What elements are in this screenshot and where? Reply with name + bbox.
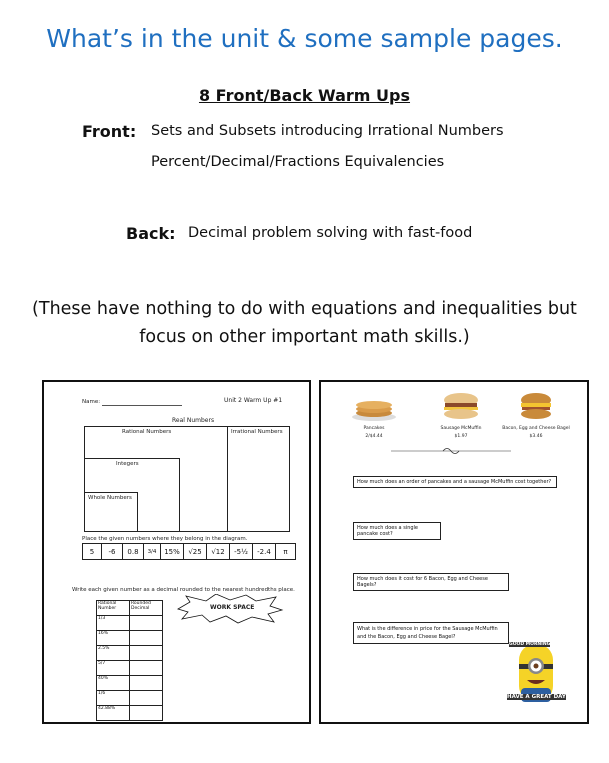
food-name: Bacon, Egg and Cheese Bagel bbox=[502, 426, 570, 431]
table-cell: 42.88% bbox=[97, 706, 130, 721]
number-cell: π bbox=[283, 547, 288, 556]
back-description: Decimal problem solving with fast-food bbox=[188, 225, 473, 241]
number-cell: -5½ bbox=[230, 544, 253, 559]
food-name: Pancakes bbox=[363, 426, 385, 431]
question-box: How much does it cost for 6 Bacon, Egg and Cheese Bagels? bbox=[353, 573, 509, 591]
table-cell: 40% bbox=[97, 676, 130, 691]
work-space-label: WORK SPACE bbox=[210, 604, 255, 611]
answer-cell bbox=[130, 676, 163, 691]
table-cell: 1/3 bbox=[97, 616, 130, 631]
write-instructions: Write each given number as a decimal rounded to the nearest hundredths place. bbox=[72, 587, 295, 593]
page-title: What’s in the unit & some sample pages. bbox=[46, 24, 563, 53]
number-cell: -2.4 bbox=[253, 544, 276, 559]
answer-cell bbox=[130, 616, 163, 631]
front-description-2: Percent/Decimal/Fractions Equivalencies bbox=[151, 154, 445, 170]
table-cell: 16% bbox=[97, 631, 130, 646]
minion-caption-bottom: HAVE A GREAT DAY bbox=[507, 694, 566, 700]
number-cell: 5 bbox=[83, 544, 102, 559]
table-header-row bbox=[97, 601, 163, 616]
number-cell: -6 bbox=[102, 544, 123, 559]
front-label: Front: bbox=[82, 122, 137, 141]
number-cell: 3/4 bbox=[144, 544, 161, 559]
bagel-image bbox=[518, 390, 554, 422]
number-cell: 0.8 bbox=[123, 544, 144, 559]
mcmuffin-image bbox=[441, 390, 481, 422]
name-line bbox=[102, 405, 182, 406]
table-row bbox=[97, 631, 163, 646]
food-price: 2/$4.44 bbox=[365, 434, 383, 439]
table-cell: 2.5% bbox=[97, 646, 130, 661]
front-description-1: Sets and Subsets introducing Irrational Numbers bbox=[151, 123, 504, 139]
number-cell: √25 bbox=[184, 544, 207, 559]
question-box: How much does an order of pancakes and a sausage McMuffin cost together? bbox=[353, 476, 557, 488]
number-cell: √12 bbox=[207, 544, 230, 559]
ornament-divider bbox=[391, 446, 511, 456]
real-numbers-label: Real Numbers bbox=[172, 417, 215, 424]
answer-cell bbox=[130, 631, 163, 646]
food-item-pancakes bbox=[349, 396, 399, 439]
food-item-mcmuffin bbox=[431, 390, 491, 439]
integers-label: Integers bbox=[116, 461, 139, 467]
answer-cell bbox=[130, 706, 163, 721]
table-row bbox=[97, 706, 163, 721]
whole-label: Whole Numbers bbox=[88, 495, 132, 501]
column-header: Rounded Decimal bbox=[130, 601, 163, 616]
food-name: Sausage McMuffin bbox=[440, 426, 482, 431]
unit-title: Unit 2 Warm Up #1 bbox=[224, 397, 283, 404]
section-heading: 8 Front/Back Warm Ups bbox=[198, 86, 411, 105]
worksheet-back-preview bbox=[319, 380, 589, 724]
minion-caption-top: GOOD MORNING bbox=[509, 642, 551, 647]
number-cell: 15% bbox=[161, 544, 184, 559]
answer-cell bbox=[130, 646, 163, 661]
answer-cell bbox=[130, 691, 163, 706]
answer-cell bbox=[130, 661, 163, 676]
food-price: $1.97 bbox=[454, 434, 468, 439]
rational-label: Rational Numbers bbox=[122, 429, 172, 435]
irrational-label: Irrational Numbers bbox=[231, 429, 283, 435]
table-row bbox=[97, 616, 163, 631]
table-row bbox=[97, 646, 163, 661]
food-item-bagel bbox=[497, 390, 575, 439]
question-box: What is the difference in price for the Sausage McMuffin and the Bacon, Egg and Cheese Bagel? bbox=[353, 622, 509, 644]
question-box: How much does a single pancake cost? bbox=[353, 522, 441, 540]
conversion-table bbox=[96, 600, 163, 721]
number-strip bbox=[82, 543, 296, 560]
table-cell: 5/7 bbox=[97, 661, 130, 676]
food-price: $3.46 bbox=[529, 434, 543, 439]
column-header: Rational Number bbox=[97, 601, 130, 616]
back-label: Back: bbox=[126, 224, 176, 243]
table-row bbox=[97, 661, 163, 676]
table-cell: 1/6 bbox=[97, 691, 130, 706]
worksheet-front-preview bbox=[42, 380, 311, 724]
place-instructions: Place the given numbers where they belong in the diagram. bbox=[82, 536, 248, 542]
table-row bbox=[97, 676, 163, 691]
note-text: (These have nothing to do with equations and inequalities but focus on other important math skills.) bbox=[32, 299, 577, 347]
name-label: Name: bbox=[82, 399, 101, 405]
table-row bbox=[97, 691, 163, 706]
pancakes-image bbox=[351, 396, 397, 422]
